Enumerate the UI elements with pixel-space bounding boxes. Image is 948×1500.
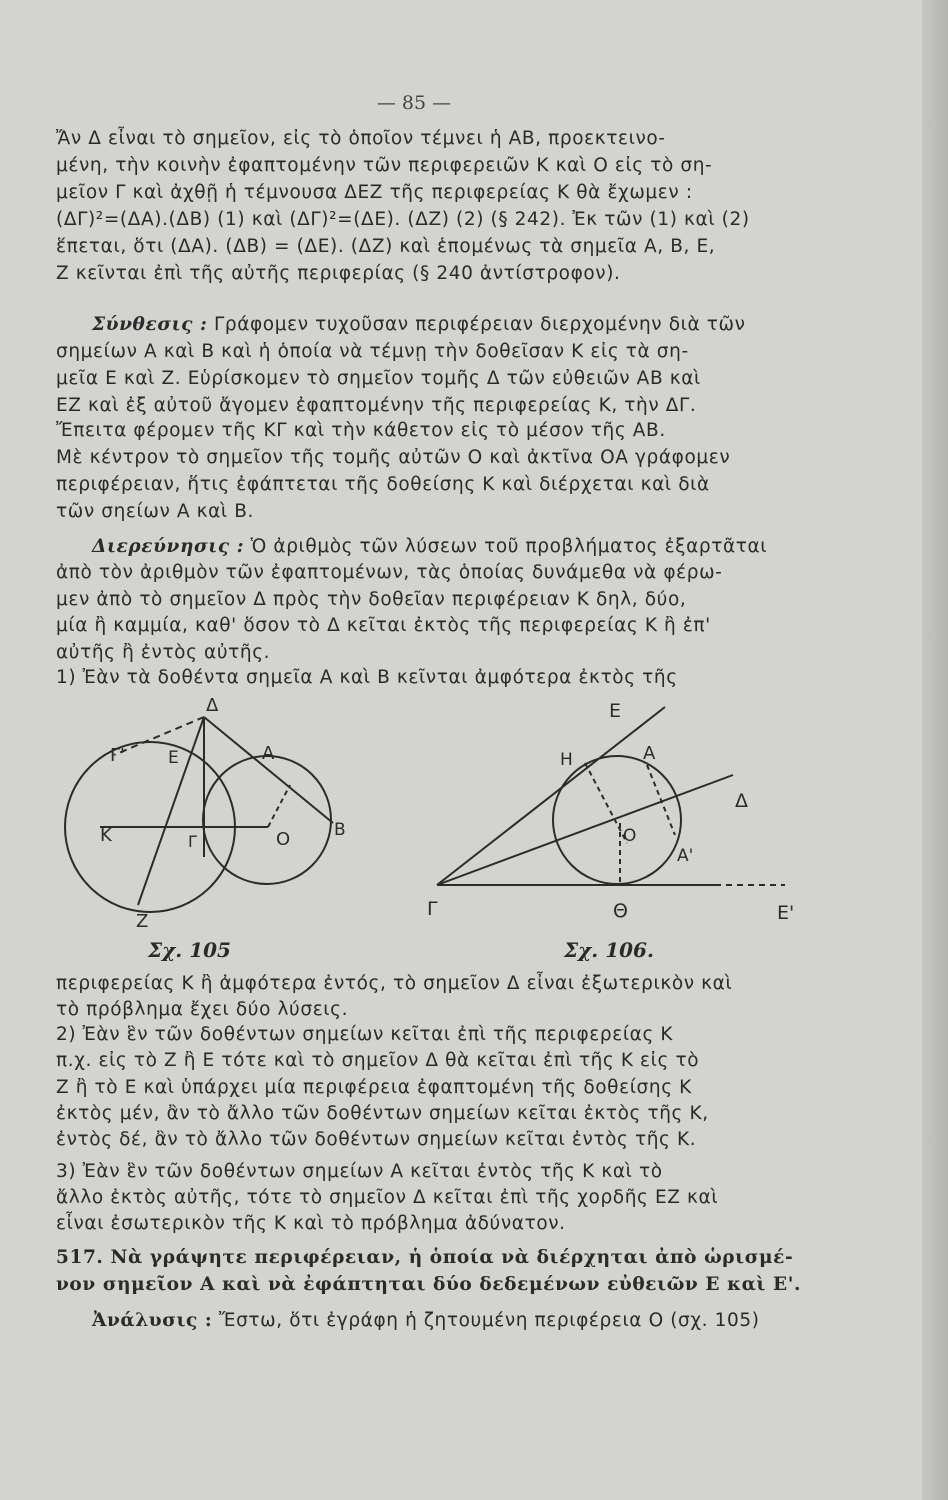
text-line: ἐντὸς δέ, ἂν τὸ ἄλλο τῶν δοθέντων σημείων κεῖται ἐντὸς τῆς Κ. (56, 1129, 697, 1150)
circle-o (203, 756, 331, 884)
label-delta: Δ (206, 695, 219, 716)
text-line: εἶναι ἐσωτερικὸν τῆς Κ καὶ τὸ πρόβλημα ἀδύνατον. (56, 1213, 566, 1234)
label-e: Ε (609, 700, 622, 722)
text-line: μεῖα Ε καὶ Ζ. Εὑρίσκομεν τὸ σημεῖον τομῆς Δ τῶν εὐθειῶν ΑΒ καὶ (56, 368, 701, 389)
label-theta: Θ (613, 900, 628, 922)
label-z: Ζ (136, 911, 149, 932)
text-line: ἄλλο ἐκτὸς αὐτῆς, τότε τὸ σημεῖον Δ κεῖται ἐπὶ τῆς χορδῆς ΕΖ καὶ (56, 1187, 719, 1208)
text-line: Ἄν Δ εἶναι τὸ σημεῖον, εἰς τὸ ὁποῖον τέμνει ἡ ΑΒ, προεκτεινο- (56, 128, 666, 149)
discussion-heading: Διερεύνησις : (92, 536, 245, 557)
synthesis-heading: Σύνθεσις : (92, 314, 208, 335)
dashed-perpendicular (268, 785, 290, 827)
circle-o (553, 756, 681, 884)
text-line: Μὲ κέντρον τὸ σημεῖον τῆς τομῆς αὐτῶν Ο καὶ ἀκτῖνα ΟΑ γράφομεν (56, 447, 731, 468)
figure-105 (50, 695, 380, 935)
label-o: Ο (276, 829, 291, 850)
text-line: 2) Ἐὰν ἓν τῶν δοθέντων σημείων κεῖται ἐπὶ τῆς περιφερείας Κ (56, 1024, 674, 1045)
analysis-line (92, 1309, 804, 1333)
text-line: ἕπεται, ὅτι (ΔΑ). (ΔΒ) = (ΔΕ). (ΔΖ) καὶ ἑπομένως τὰ σημεῖα Α, Β, Ε, (56, 236, 716, 257)
text-line: μεν ἀπὸ τὸ σημεῖον Δ πρὸς τὴν δοθεῖαν περιφέρειαν Κ δηλ, δύο, (56, 589, 687, 610)
text-line: σημείων Α καὶ Β καὶ ἡ ὁποία νὰ τέμνῃ τὴν δοθεῖσαν Κ εἰς τὰ ση- (56, 341, 689, 362)
label-gamma: Γ (427, 898, 438, 920)
text-line: Ἔπειτα φέρομεν τῆς ΚΓ καὶ τὴν κάθετον εἰς τὸ μέσον τῆς ΑΒ. (56, 420, 666, 441)
label-e-prime: Ε' (777, 902, 795, 924)
text-line: ἐκτὸς μέν, ἂν τὸ ἄλλο τῶν δοθέντων σημείων κεῖται ἐκτὸς τῆς Κ, (56, 1103, 709, 1124)
label-k: Κ (100, 825, 112, 846)
label-delta: Δ (735, 790, 748, 812)
text-line: Ζ ἢ τὸ Ε καὶ ὑπάρχει μία περιφέρεια ἐφαπτομένη τῆς δοθείσης Κ (56, 1077, 692, 1098)
text-line: 1) Ἐὰν τὰ δοθέντα σημεῖα Α καὶ Β κεῖνται ἀμφότερα ἐκτὸς τῆς (56, 667, 678, 688)
label-gamma: Γ (188, 832, 197, 851)
figure-106 (425, 695, 815, 925)
text-line: περιφέρειαν, ἥτις ἐφάπτεται τῆς δοθείσης Κ καὶ διέρχεται καὶ διὰ (56, 474, 710, 495)
label-o: Ο (623, 826, 637, 846)
page-number: — 85 — (376, 92, 452, 114)
label-b: Β (334, 820, 346, 840)
problem-line: νον σημεῖον Α καὶ νὰ ἐφάπτηται δύο δεδεμένων εὐθειῶν Ε καὶ Ε'. (56, 1274, 802, 1295)
text-line: περιφερείας Κ ἢ ἀμφότερα ἐντός, τὸ σημεῖον Δ εἶναι ἐξωτερικὸν καὶ (56, 973, 733, 994)
text-line: τῶν σηείων Α καὶ Β. (56, 501, 255, 522)
page-edge (922, 0, 948, 1500)
synthesis-first-text: Γράφομεν τυχοῦσαν περιφέρειαν διερχομένην διὰ τῶν (213, 314, 746, 335)
label-e: Ε (168, 748, 179, 768)
analysis-text: Ἔστω, ὅτι ἐγράφη ἡ ζητουμένη περιφέρεια Ο (σχ. 105) (218, 1310, 760, 1331)
problem-line: 517. Νὰ γράψητε περιφέρειαν, ἡ ὁποία νὰ διέρχηται ἀπὸ ὡρισμέ- (56, 1247, 794, 1268)
text-line: ἀπὸ τὸν ἀριθμὸν τῶν ἐφαπτομένων, τὰς ὁποίας δυνάμεθα νὰ φέρω- (56, 562, 723, 583)
label-h: Η (560, 750, 573, 770)
discussion-first-line (92, 535, 804, 559)
text-line: αὐτῆς ἢ ἐντὸς αὐτῆς. (56, 642, 271, 663)
text-line: Ζ κεῖνται ἐπὶ τῆς αὐτῆς περιφερίας (§ 240 ἀντίστροφον). (56, 263, 621, 284)
caption-figure-106: Σχ. 106. (564, 938, 654, 962)
synthesis-first-line (92, 313, 804, 337)
text-line: (ΔΓ)²=(ΔΑ).(ΔΒ) (1) καὶ (ΔΓ)²=(ΔΕ). (ΔΖ) (2) (§ 242). Ἐκ τῶν (1) καὶ (2) (56, 209, 750, 230)
dashed-line (114, 717, 204, 755)
analysis-heading: Ἀνάλυσις : (92, 1310, 213, 1331)
label-a: Α (643, 743, 656, 764)
dashed-a (647, 765, 675, 835)
caption-figure-105: Σχ. 105 (148, 938, 231, 962)
text-line: ΕΖ καὶ ἐξ αὐτοῦ ἄγομεν ἐφαπτομένην τῆς περιφερείας Κ, τὴν ΔΓ. (56, 395, 697, 416)
secant-dab (204, 717, 333, 823)
label-a: Α (262, 743, 275, 764)
text-line: μεῖον Γ καὶ ἀχθῇ ἡ τέμνουσα ΔΕΖ τῆς περιφερείας Κ θὰ ἔχωμεν : (56, 182, 693, 203)
label-gamma-prime: Γ' (110, 745, 125, 766)
text-line: τὸ πρόβλημα ἔχει δύο λύσεις. (56, 999, 349, 1020)
label-a-prime: Α' (677, 846, 694, 866)
line-e (437, 707, 665, 885)
text-line: 3) Ἐὰν ἓν τῶν δοθέντων σημείων Α κεῖται ἐντὸς τῆς Κ καὶ τὸ (56, 1161, 663, 1182)
discussion-first-text: Ὁ ἀριθμὸς τῶν λύσεων τοῦ προβλήματος ἐξαρτᾶται (250, 536, 768, 557)
line-gamma-delta (437, 775, 733, 885)
dashed-h (585, 763, 627, 843)
text-line: π.χ. εἰς τὸ Ζ ἢ Ε τότε καὶ τὸ σημεῖον Δ θὰ κεῖται ἐπὶ τῆς Κ εἰς τὸ (56, 1050, 700, 1071)
text-line: μία ἢ καμμία, καθ' ὅσον τὸ Δ κεῖται ἐκτὸς τῆς περιφερείας Κ ἢ ἐπ' (56, 615, 711, 636)
text-line: μένη, τὴν κοινὴν ἐφαπτομένην τῶν περιφερειῶν Κ καὶ Ο εἰς τὸ ση- (56, 155, 713, 176)
